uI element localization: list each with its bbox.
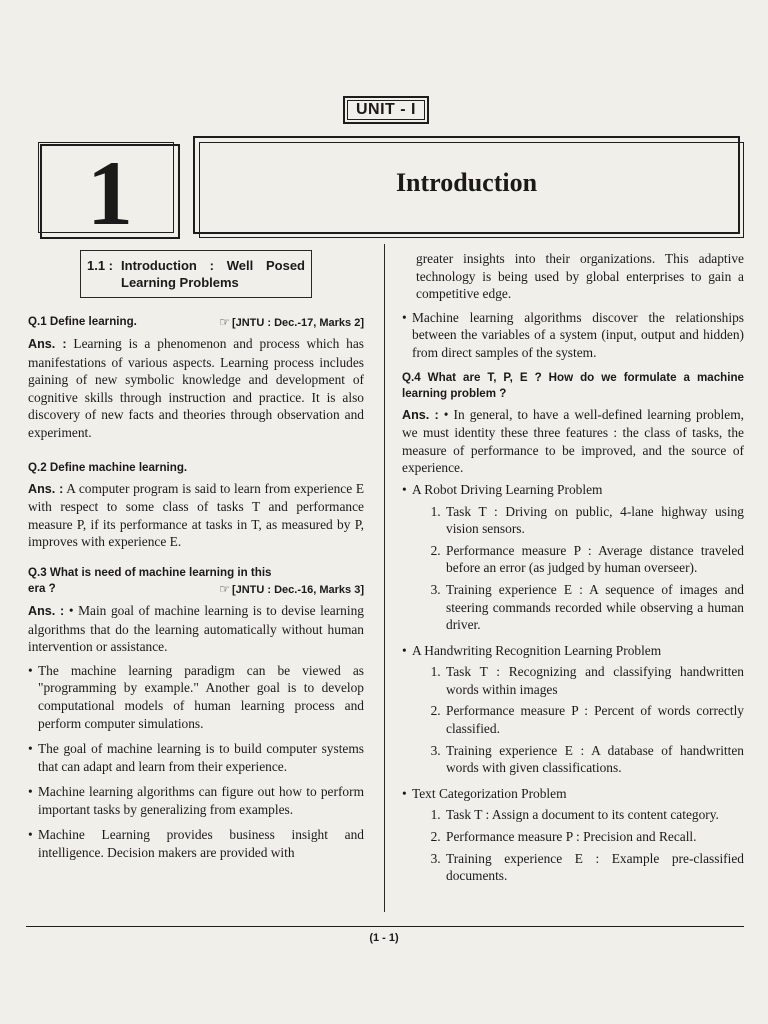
continued-text: greater insights into their organizations. This adaptive technology is being used by global enterprises to gain a competitive edge.: [416, 251, 744, 302]
question-1: [28, 314, 364, 331]
answer-2-text: A computer program is said to learn from experience E with respect to some class of tasks T and performance measure P, if its performance at tasks in T, as measured by P, improves with experience E.: [28, 480, 365, 550]
problem-text-categorization: [402, 785, 744, 885]
answer-3-more-bullets: [402, 309, 744, 362]
section-title: Introduction : Well Posed Learning Problems: [121, 258, 305, 290]
answer-2: [28, 480, 364, 551]
question-2: [28, 460, 364, 476]
list-item: 3. Training experience E : Example pre-classified documents.: [444, 850, 744, 885]
column-divider: [384, 244, 385, 912]
chapter-number-box: [40, 141, 180, 244]
list-item: • The machine learning paradigm can be viewed as "programming by example." Another goal is to develop computational models of human learning process and perform computer simulations.: [28, 662, 364, 732]
learning-problems: [402, 481, 744, 885]
answer-1-text: Learning is a phenomenon and process which has manifestations of various aspects. Learning process includes gaining of new symbolic knowledge and development of cognitive skills through instruction and practice. It is also discovery of new facts and theories through observation and experiment.: [28, 336, 364, 440]
answer-3-bullets: [28, 662, 364, 862]
question-3-line-1: Q.3 What is need of machine learning in this: [28, 565, 272, 579]
left-column: [28, 248, 364, 870]
question-3: [28, 565, 364, 598]
answer-label: Ans. :: [28, 337, 67, 351]
list-item: 2. Performance measure P : Precision and Recall.: [444, 828, 744, 846]
question-2-text: Q.2 Define machine learning.: [28, 460, 188, 474]
list-item: 2. Performance measure P : Percent of words correctly classified.: [444, 702, 744, 737]
list-item: • Machine Learning provides business insight and intelligence. Decision makers are provided with: [28, 826, 364, 861]
unit-label: [343, 96, 429, 124]
unit-text: UNIT - I: [356, 101, 416, 118]
question-1-reference: ☞ [JNTU : Dec.-17, Marks 2]: [219, 315, 364, 329]
problem-title: A Robot Driving Learning Problem: [412, 481, 603, 497]
problem-title: A Handwriting Recognition Learning Problem: [412, 642, 662, 658]
pointing-hand-icon: ☞: [219, 581, 230, 596]
list-item: 1. Task T : Assign a document to its content category.: [444, 806, 744, 824]
chapter-title-box: [193, 136, 740, 234]
problem-robot-driving: [402, 481, 744, 634]
pointing-hand-icon: ☞: [219, 315, 230, 329]
answer-4: [402, 406, 744, 477]
answer-3-intro: [28, 602, 364, 656]
question-3-line-2: era ?: [28, 581, 56, 595]
list-item: 2. Performance measure P : Average distance traveled before an error (as judged by human overseer).: [444, 542, 744, 577]
answer-label: Ans. :: [28, 603, 65, 618]
list-item: • Machine learning algorithms can figure out how to perform important tasks by generalizing from examples.: [28, 783, 364, 818]
question-4-text: Q.4 What are T, P, E ? How do we formulate a machine learning problem ?: [402, 370, 744, 400]
chapter-number: 1: [87, 141, 133, 244]
problem-items: [412, 503, 744, 634]
list-item: 1. Task T : Driving on public, 4-lane highway using vision sensors.: [444, 503, 744, 538]
question-3-reference: ☞ [JNTU : Dec.-16, Marks 3]: [219, 581, 364, 596]
list-item: 1. Task T : Recognizing and classifying handwritten words within images: [444, 663, 744, 698]
answer-label: Ans. :: [28, 481, 64, 496]
section-heading: [80, 250, 312, 298]
answer-3-intro-text: • Main goal of machine learning is to devise learning algorithms that do the learning automatically without human intervention or assistance.: [28, 602, 364, 655]
list-item: 3. Training experience E : A sequence of images and steering commands recorded while observing a human driver.: [444, 581, 744, 634]
question-1-text: Q.1 Define learning.: [28, 315, 137, 328]
right-column: [402, 250, 744, 893]
problem-title: Text Categorization Problem: [412, 785, 567, 801]
answer-1: [28, 335, 364, 442]
question-4: [402, 370, 744, 402]
section-number: 1.1 :: [87, 258, 114, 273]
list-item: 3. Training experience E : A database of handwritten words with given classifications.: [444, 742, 744, 777]
chapter-title: Introduction: [395, 168, 538, 197]
problem-items: [412, 806, 744, 884]
footer-rule: [26, 926, 744, 927]
answer-4-text: • In general, to have a well-defined learning problem, we must identity these three features : the class of tasks, the measure of performance to be improved, and the source of experience.: [402, 406, 744, 476]
page-number: (1 - 1): [369, 932, 399, 944]
list-item: • Machine learning algorithms discover the relationships between the variables of a system (input, output and hidden) from direct samples of the system.: [402, 309, 744, 362]
problem-items: [412, 663, 744, 777]
list-item: • The goal of machine learning is to build computer systems that can adapt and learn from their experience.: [28, 740, 364, 775]
answer-label: Ans. :: [402, 407, 439, 422]
problem-handwriting-recognition: [402, 642, 744, 777]
